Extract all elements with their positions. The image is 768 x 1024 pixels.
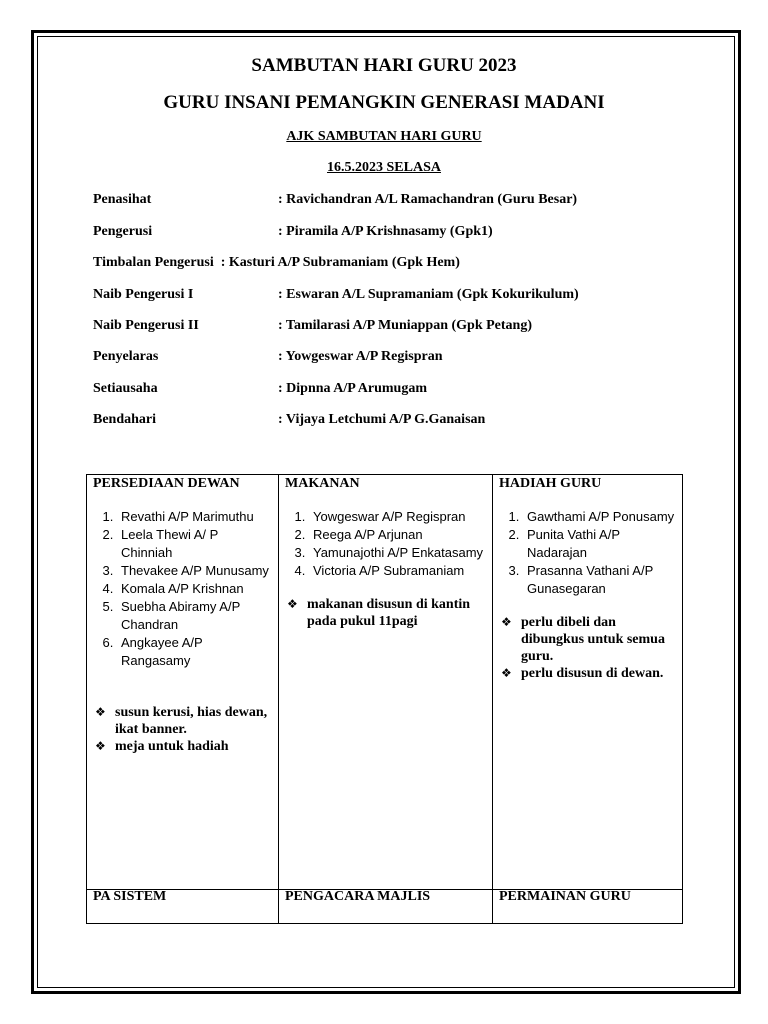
note-list	[93, 704, 272, 755]
member-item: 1. Gawthami A/P Ponusamy	[523, 508, 676, 526]
role-label: Penasihat	[93, 192, 152, 207]
member-item: 3. Thevakee A/P Munusamy	[117, 562, 272, 580]
note-text: susun kerusi, hias dewan, ikat banner.	[115, 705, 268, 737]
role-value: : Tamilarasi A/P Muniappan (Gpk Petang)	[278, 318, 532, 333]
member-item: 1. Yowgeswar A/P Regispran	[309, 508, 486, 526]
role-label: Naib Pengerusi II	[93, 318, 199, 333]
note-item	[499, 665, 676, 682]
role-value: : Piramila A/P Krishnasamy (Gpk1)	[278, 224, 493, 239]
note-list	[499, 614, 676, 682]
column-makanan	[279, 475, 493, 890]
footer-heading: PENGACARA MAJLIS	[285, 889, 431, 904]
role-label: Setiausaha	[93, 381, 158, 396]
footer-heading: PA SISTEM	[93, 889, 167, 904]
column-persediaan-dewan	[87, 475, 279, 890]
member-item: 5. Suebha Abiramy A/P Chandran	[117, 598, 272, 634]
diamond-bullet-icon: ❖	[287, 597, 298, 611]
note-item	[499, 614, 676, 665]
document-subtitle: GURU INSANI PEMANGKIN GENERASI MADANI	[163, 92, 605, 113]
column-hadiah-guru	[493, 475, 683, 890]
event-date: 16.5.2023 SELASA	[327, 160, 441, 175]
footer-cell-pa-sistem	[87, 890, 279, 924]
note-text: perlu dibeli dan dibungkus untuk semua guru.	[521, 615, 665, 664]
member-item: 2. Reega A/P Arjunan	[309, 526, 486, 544]
task-table-footer-row	[87, 890, 683, 924]
member-list	[285, 508, 486, 580]
footer-cell-permainan-guru	[493, 890, 683, 924]
role-label: Pengerusi	[93, 224, 153, 239]
document-title: SAMBUTAN HARI GURU 2023	[251, 55, 517, 76]
member-item: 4. Komala A/P Krishnan	[117, 580, 272, 598]
column-heading: HADIAH GURU	[499, 476, 602, 491]
column-heading: MAKANAN	[285, 476, 360, 491]
note-item	[93, 738, 272, 755]
role-line: Timbalan Pengerusi : Kasturi A/P Subramaniam (Gpk Hem)	[93, 255, 460, 270]
committee-heading: AJK SAMBUTAN HARI GURU	[286, 129, 482, 144]
role-label: Bendahari	[93, 412, 157, 427]
footer-cell-pengacara-majlis	[279, 890, 493, 924]
member-item: 2. Leela Thewi A/ P Chinniah	[117, 526, 272, 562]
member-item: 6. Angkayee A/P Rangasamy	[117, 634, 272, 670]
member-item: 4. Victoria A/P Subramaniam	[309, 562, 486, 580]
note-list	[285, 596, 486, 630]
note-text: meja untuk hadiah	[115, 739, 229, 754]
note-item	[285, 596, 486, 630]
footer-heading: PERMAINAN GURU	[499, 889, 631, 904]
role-value: : Ravichandran A/L Ramachandran (Guru Besar)	[278, 192, 578, 207]
task-table	[86, 474, 683, 924]
task-table-body-row	[87, 475, 683, 890]
note-text: perlu disusun di dewan.	[521, 666, 664, 681]
role-value: : Dipnna A/P Arumugam	[278, 381, 427, 396]
role-label: Naib Pengerusi I	[93, 287, 194, 302]
member-item: 1. Revathi A/P Marimuthu	[117, 508, 272, 526]
role-value: : Vijaya Letchumi A/P G.Ganaisan	[278, 412, 486, 427]
member-list	[499, 508, 676, 598]
diamond-bullet-icon: ❖	[95, 739, 106, 753]
diamond-bullet-icon: ❖	[95, 705, 106, 719]
role-value: : Eswaran A/L Supramaniam (Gpk Kokurikulum)	[278, 287, 579, 302]
diamond-bullet-icon: ❖	[501, 666, 512, 680]
member-item: 2. Punita Vathi A/P Nadarajan	[523, 526, 676, 562]
diamond-bullet-icon: ❖	[501, 615, 512, 629]
role-label: Penyelaras	[93, 349, 159, 364]
note-text: makanan disusun di kantin pada pukul 11pagi	[307, 597, 471, 629]
member-list	[93, 508, 272, 670]
member-item: 3. Yamunajothi A/P Enkatasamy	[309, 544, 486, 562]
member-item: 3. Prasanna Vathani A/P Gunasegaran	[523, 562, 676, 598]
column-heading: PERSEDIAAN DEWAN	[93, 476, 240, 491]
note-item	[93, 704, 272, 738]
role-value: : Yowgeswar A/P Regispran	[278, 349, 443, 364]
